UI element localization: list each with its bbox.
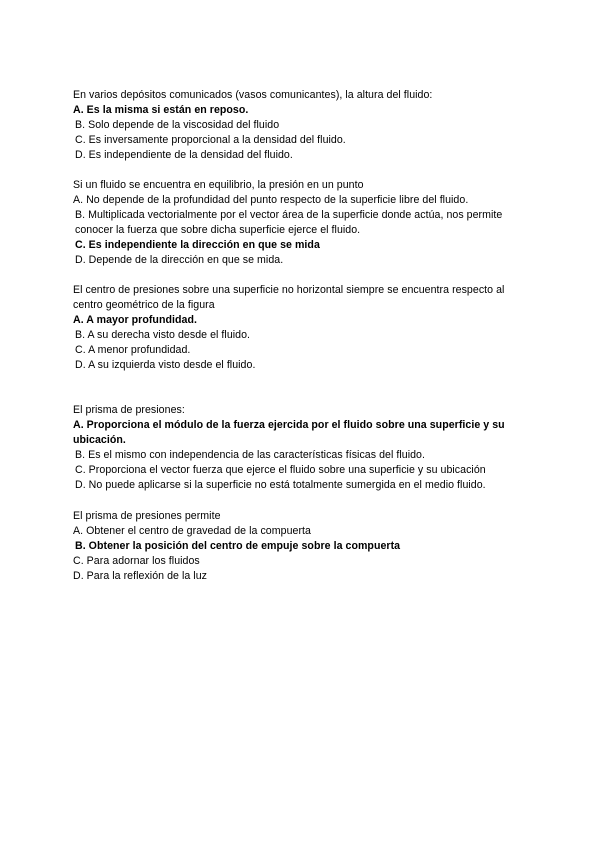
question-5-option-d: D. Para la reflexión de la luz [73, 570, 207, 582]
question-3-option-a-correct: A. A mayor profundidad. [73, 314, 197, 326]
question-3-prompt: El centro de presiones sobre una superficie no horizontal siempre se encuentra respecto al centro geométrico de la figura [73, 284, 505, 311]
question-2-option-d: D. Depende de la dirección en que se mida. [75, 254, 284, 266]
question-1 [73, 88, 533, 163]
question-1-option-c: C. Es inversamente proporcional a la densidad del fluido. [75, 134, 346, 146]
question-5-option-b-correct: B. Obtener la posición del centro de empuje sobre la compuerta [75, 540, 401, 552]
question-5-prompt: El prisma de presiones permite [73, 510, 221, 522]
question-1-option-a-correct: A. Es la misma si están en reposo. [73, 104, 249, 116]
question-5-option-c: C. Para adornar los fluidos [73, 555, 200, 567]
question-2-option-c-correct: C. Es independiente la dirección en que se mida [75, 239, 320, 251]
question-1-prompt: En varios depósitos comunicados (vasos comunicantes), la altura del fluido: [73, 89, 433, 101]
question-5 [73, 509, 533, 584]
question-4-option-a-correct: A. Proporciona el módulo de la fuerza ejercida por el fluido sobre una superficie y su ubicación. [73, 419, 505, 446]
question-2-option-b: B. Multiplicada vectorialmente por el vector área de la superficie donde actúa, nos permite conocer la fuerza que sobre dicha superficie ejerce el fluido. [75, 209, 503, 236]
question-3-option-c: C. A menor profundidad. [75, 344, 191, 356]
question-5-option-a: A. Obtener el centro de gravedad de la compuerta [73, 525, 311, 537]
question-3-option-d: D. A su izquierda visto desde el fluido. [75, 359, 256, 371]
question-2 [73, 178, 533, 268]
question-3 [73, 283, 533, 373]
question-4-prompt: El prisma de presiones: [73, 404, 185, 416]
question-2-prompt: Si un fluido se encuentra en equilibrio, la presión en un punto [73, 179, 364, 191]
question-4-option-c: C. Proporciona el vector fuerza que ejerce el fluido sobre una superficie y su ubicación [75, 464, 486, 476]
question-1-option-b: B. Solo depende de la viscosidad del fluido [75, 119, 280, 131]
question-4-option-b: B. Es el mismo con independencia de las características físicas del fluido. [75, 449, 425, 461]
question-4-option-d: D. No puede aplicarse si la superficie no está totalmente sumergida en el medio fluido. [75, 479, 486, 491]
question-2-option-a: A. No depende de la profundidad del punto respecto de la superficie libre del fluido. [73, 194, 469, 206]
question-1-option-d: D. Es independiente de la densidad del fluido. [75, 149, 293, 161]
question-4 [73, 403, 533, 493]
question-3-option-b: B. A su derecha visto desde el fluido. [75, 329, 251, 341]
